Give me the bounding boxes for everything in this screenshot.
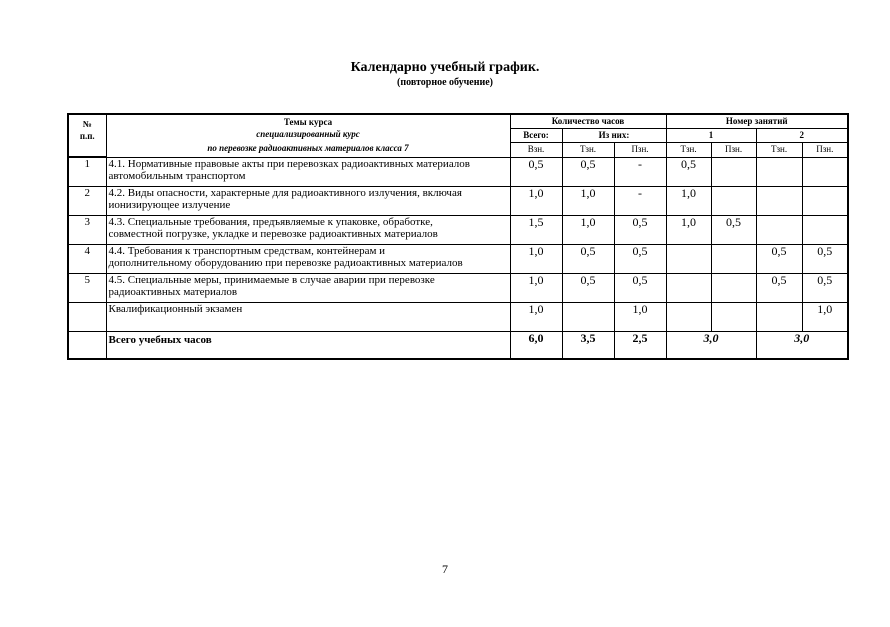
cell-value: 1,0 xyxy=(510,302,562,331)
row-number: 3 xyxy=(68,215,106,244)
cell-value: - xyxy=(614,157,666,186)
cell-value xyxy=(756,186,802,215)
total-value: 6,0 xyxy=(510,331,562,359)
cell-value xyxy=(802,186,848,215)
cell-value: 1,5 xyxy=(510,215,562,244)
cell-value xyxy=(666,302,711,331)
table-row xyxy=(68,186,848,215)
row-number: 5 xyxy=(68,273,106,302)
cell-value: 0,5 xyxy=(711,215,756,244)
cell-value xyxy=(711,302,756,331)
cell-value xyxy=(756,302,802,331)
cell-value: 0,5 xyxy=(562,273,614,302)
row-number: 1 xyxy=(68,157,106,186)
header-num: № п.п. xyxy=(68,114,106,157)
header-hours: Количество часов xyxy=(510,114,666,128)
row-topic: 4.3. Специальные требования, предъявляемые к упаковке, обработке, совместной погрузке, укладке и перевозке радиоактивных материалов xyxy=(106,215,510,244)
cell-value: 0,5 xyxy=(614,273,666,302)
cell-value: 0,5 xyxy=(510,157,562,186)
header-lessons: Номер занятий xyxy=(666,114,848,128)
row-topic: 4.1. Нормативные правовые акты при перевозках радиоактивных материалов автомобильным транспортом xyxy=(106,157,510,186)
cell-value: 1,0 xyxy=(666,186,711,215)
page-number: 7 xyxy=(442,562,448,576)
row-topic: 4.2. Виды опасности, характерные для радиоактивного излучения, включая ионизирующее излучение xyxy=(106,186,510,215)
cell-value: 1,0 xyxy=(614,302,666,331)
cell-value xyxy=(666,244,711,273)
cell-value xyxy=(802,157,848,186)
subheader-cell: Пзн. xyxy=(802,142,848,157)
cell-value xyxy=(711,244,756,273)
row-topic: 4.4. Требования к транспортным средствам, контейнерам и дополнительному оборудованию при перевозке радиоактивных материалов xyxy=(106,244,510,273)
cell-value: 0,5 xyxy=(756,244,802,273)
subheader-cell: Тзн. xyxy=(756,142,802,157)
cell-value: 0,5 xyxy=(756,273,802,302)
table-row xyxy=(68,157,848,186)
cell-value xyxy=(756,215,802,244)
header-topic-course: специализированный курс xyxy=(106,128,510,142)
cell-value xyxy=(711,273,756,302)
header-lesson-2: 2 xyxy=(756,128,848,142)
schedule-table xyxy=(67,113,849,360)
cell-value: 1,0 xyxy=(510,186,562,215)
cell-value: 0,5 xyxy=(562,157,614,186)
cell-value xyxy=(711,186,756,215)
cell-value xyxy=(711,157,756,186)
row-topic: Квалификационный экзамен xyxy=(106,302,510,331)
row-number xyxy=(68,302,106,331)
cell-value: 1,0 xyxy=(562,186,614,215)
table-row xyxy=(68,273,848,302)
cell-value: 1,0 xyxy=(510,244,562,273)
total-practice: 2,5 xyxy=(614,331,666,359)
total-theory: 3,5 xyxy=(562,331,614,359)
row-number: 2 xyxy=(68,186,106,215)
cell-value xyxy=(802,215,848,244)
header-lesson-1: 1 xyxy=(666,128,756,142)
cell-value xyxy=(756,157,802,186)
header-topic: Темы курса xyxy=(106,114,510,128)
cell-value: - xyxy=(614,186,666,215)
total-lesson-2: 3,0 xyxy=(756,331,848,359)
total-number xyxy=(68,331,106,359)
cell-value: 1,0 xyxy=(562,215,614,244)
subheader-cell: Пзн. xyxy=(711,142,756,157)
page-title: Календарно учебный график. xyxy=(350,60,540,75)
cell-value xyxy=(666,273,711,302)
cell-value: 1,0 xyxy=(666,215,711,244)
total-row xyxy=(68,331,848,359)
row-topic: 4.5. Специальные меры, принимаемые в случае аварии при перевозке радиоактивных материалов xyxy=(106,273,510,302)
subheader-cell: Взн. xyxy=(510,142,562,157)
table-row xyxy=(68,302,848,331)
cell-value xyxy=(562,302,614,331)
subheader-cell: Тзн. xyxy=(562,142,614,157)
header-topic-subject: по перевозке радиоактивных материалов класса 7 xyxy=(106,142,510,157)
cell-value: 0,5 xyxy=(666,157,711,186)
cell-value: 0,5 xyxy=(562,244,614,273)
table-row xyxy=(68,215,848,244)
total-lesson-1: 3,0 xyxy=(666,331,756,359)
cell-value: 1,0 xyxy=(510,273,562,302)
cell-value: 0,5 xyxy=(614,244,666,273)
header-total: Всего: xyxy=(510,128,562,142)
cell-value: 0,5 xyxy=(614,215,666,244)
row-number: 4 xyxy=(68,244,106,273)
table-row xyxy=(68,244,848,273)
subheader-cell: Тзн. xyxy=(666,142,711,157)
cell-value: 0,5 xyxy=(802,244,848,273)
cell-value: 0,5 xyxy=(802,273,848,302)
header-of-them: Из них: xyxy=(562,128,666,142)
total-label: Всего учебных часов xyxy=(106,331,510,359)
page-subtitle: (повторное обучение) xyxy=(396,77,494,88)
cell-value: 1,0 xyxy=(802,302,848,331)
subheader-cell: Пзн. xyxy=(614,142,666,157)
